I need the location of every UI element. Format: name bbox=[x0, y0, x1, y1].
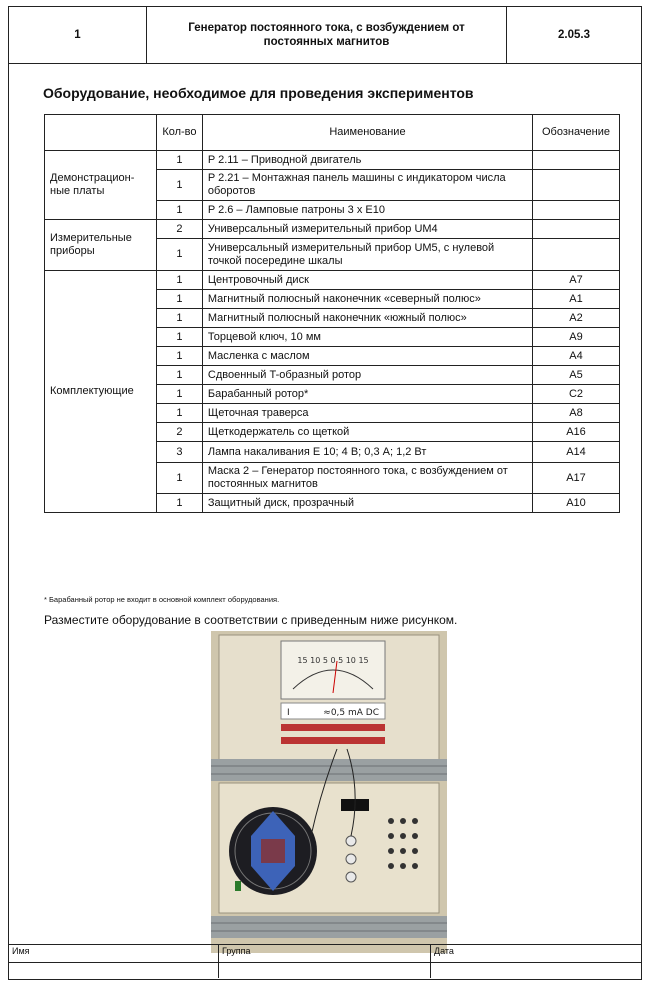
code-cell bbox=[533, 170, 620, 201]
code-cell bbox=[533, 220, 620, 239]
signature-footer bbox=[9, 944, 641, 979]
qty-cell: 1 bbox=[156, 385, 202, 404]
qty-cell: 1 bbox=[156, 271, 202, 290]
code-cell: A10 bbox=[533, 494, 620, 513]
qty-cell: 1 bbox=[156, 170, 202, 201]
qty-cell: 2 bbox=[156, 220, 202, 239]
name-cell: Масленка с маслом bbox=[202, 347, 532, 366]
category-cell: Демонстрацион-ные платы bbox=[45, 151, 157, 220]
qty-cell: 1 bbox=[156, 494, 202, 513]
qty-cell: 1 bbox=[156, 309, 202, 328]
group-field-label: Группа bbox=[219, 945, 431, 962]
code-cell: A9 bbox=[533, 328, 620, 347]
code-cell: A1 bbox=[533, 290, 620, 309]
name-cell: Торцевой ключ, 10 мм bbox=[202, 328, 532, 347]
document-header bbox=[9, 7, 641, 64]
code-cell bbox=[533, 151, 620, 170]
qty-cell: 3 bbox=[156, 442, 202, 463]
table-header-code: Обозначение bbox=[533, 115, 620, 151]
name-cell: Магнитный полюсный наконечник «южный полюс» bbox=[202, 309, 532, 328]
table-row bbox=[45, 151, 620, 170]
meter-range-label: ≈0,5 mA DC bbox=[323, 708, 379, 718]
name-cell: Барабанный ротор* bbox=[202, 385, 532, 404]
name-cell: Щеточная траверса bbox=[202, 404, 532, 423]
experiment-number: 1 bbox=[9, 7, 147, 63]
name-field[interactable] bbox=[9, 961, 219, 978]
code-cell: A4 bbox=[533, 347, 620, 366]
code-cell: A2 bbox=[533, 309, 620, 328]
name-cell: Защитный диск, прозрачный bbox=[202, 494, 532, 513]
code-cell: A8 bbox=[533, 404, 620, 423]
name-cell: Сдвоенный T-образный ротор bbox=[202, 366, 532, 385]
code-cell: A16 bbox=[533, 423, 620, 442]
group-field[interactable] bbox=[219, 961, 431, 978]
name-cell: Лампа накаливания E 10; 4 В; 0,3 А; 1,2 Вт bbox=[202, 442, 532, 463]
qty-cell: 1 bbox=[156, 347, 202, 366]
table-header-category bbox=[45, 115, 157, 151]
qty-cell: 1 bbox=[156, 463, 202, 494]
equipment-table bbox=[44, 114, 620, 513]
code-cell: C2 bbox=[533, 385, 620, 404]
category-cell: Комплектующие bbox=[45, 271, 157, 513]
qty-cell: 1 bbox=[156, 366, 202, 385]
document-code: 2.05.3 bbox=[558, 29, 590, 41]
code-cell: A14 bbox=[533, 442, 620, 463]
instruction-text: Разместите оборудование в соответствии с приведенным ниже рисунком. bbox=[44, 613, 458, 627]
equipment-table-body bbox=[45, 151, 620, 513]
code-cell: A5 bbox=[533, 366, 620, 385]
name-cell: P 2.21 – Монтажная панель машины с индикатором числа оборотов bbox=[202, 170, 532, 201]
name-cell: P 2.11 – Приводной двигатель bbox=[202, 151, 532, 170]
document-page bbox=[8, 6, 642, 980]
footnote: * Барабанный ротор не входит в основной комплект оборудования. bbox=[44, 595, 280, 604]
document-title: Генератор постоянного тока, с возбуждением от постоянных магнитов bbox=[147, 7, 507, 63]
name-cell: Щеткодержатель со щеткой bbox=[202, 423, 532, 442]
qty-cell: 1 bbox=[156, 201, 202, 220]
equipment-photo bbox=[211, 631, 447, 953]
name-cell: P 2.6 – Ламповые патроны 3 x E10 bbox=[202, 201, 532, 220]
meter-scale: 15 10 5 0 5 10 15 bbox=[297, 656, 369, 665]
qty-cell: 2 bbox=[156, 423, 202, 442]
name-cell: Маска 2 – Генератор постоянного тока, с возбуждением от постоянных магнитов bbox=[202, 463, 532, 494]
code-cell bbox=[533, 201, 620, 220]
table-row bbox=[45, 220, 620, 239]
name-cell: Универсальный измерительный прибор UM4 bbox=[202, 220, 532, 239]
date-field[interactable] bbox=[431, 961, 641, 978]
name-cell: Центровочный диск bbox=[202, 271, 532, 290]
code-cell: A7 bbox=[533, 271, 620, 290]
qty-cell: 1 bbox=[156, 404, 202, 423]
table-header-name: Наименование bbox=[202, 115, 532, 151]
name-cell: Магнитный полюсный наконечник «северный полюс» bbox=[202, 290, 532, 309]
section-title: Оборудование, необходимое для проведения экспериментов bbox=[43, 85, 474, 101]
date-field-label: Дата bbox=[434, 946, 454, 956]
name-cell: Универсальный измерительный прибор UM5, с нулевой точкой посередине шкалы bbox=[202, 239, 532, 271]
code-cell bbox=[533, 239, 620, 271]
meter-mode-label: I bbox=[287, 708, 290, 718]
code-cell: A17 bbox=[533, 463, 620, 494]
category-cell: Измерительные приборы bbox=[45, 220, 157, 271]
table-header-qty: Кол-во bbox=[156, 115, 202, 151]
table-row bbox=[45, 271, 620, 290]
qty-cell: 1 bbox=[156, 239, 202, 271]
name-field-label: Имя bbox=[9, 945, 219, 962]
qty-cell: 1 bbox=[156, 290, 202, 309]
qty-cell: 1 bbox=[156, 328, 202, 347]
qty-cell: 1 bbox=[156, 151, 202, 170]
